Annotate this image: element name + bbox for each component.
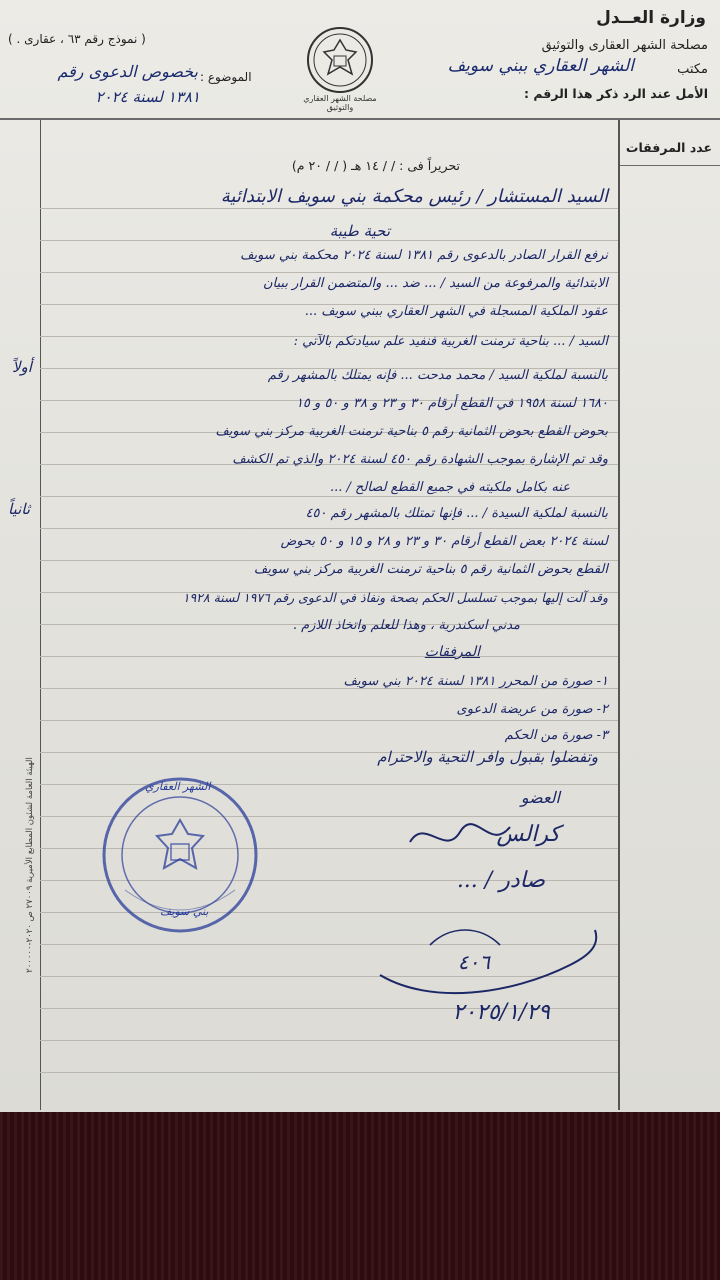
section1-line: بالنسبة لملكية السيد / محمد مدحت ... فإنه يمتلك بالمشهر رقم [267, 368, 608, 383]
section2-line: لسنة ٢٠٢٤ بعض القطع أرقام ٣٠ و ٢٣ و ٢٨ و ١٥ و ٥٠ بحوض [280, 534, 608, 549]
section1-line: ١٦٨٠ لسنة ١٩٥٨ في القطع أرقام ٣٠ و ٢٣ و ٣٨ و ٥٠ و ١٥ [295, 396, 608, 411]
section2-line: القطع بحوض الثمانية رقم ٥ بناحية ترمنت الغربية مركز بني سويف [253, 562, 608, 577]
left-margin-line [40, 120, 41, 1110]
stamp-text-top: الشهر العقاري [145, 780, 211, 793]
subject-value-line2: ١٣٨١ لسنة ٢٠٢٤ [95, 88, 200, 106]
emblem-caption: مصلحة الشهر العقاري والتوثيق [303, 94, 377, 112]
approval-note: صادر / ... [456, 868, 545, 893]
attachment-item: ١- صورة من المحرر ١٣٨١ لسنة ٢٠٢٤ بني سويف [343, 674, 608, 689]
table-background [0, 1112, 720, 1280]
reply-note: الأمل عند الرد ذكر هذا الرقم : [523, 86, 708, 101]
attachment-item: ٢- صورة من عريضة الدعوى [456, 702, 608, 717]
body-line: السيد / ... بناحية ترمنت الغربية فنفيد علم سيادتكم بالآتي : [293, 334, 608, 349]
signer-title: العضو [520, 788, 560, 807]
stamp-text-bottom: بني سويف [160, 905, 209, 918]
section1-line: عنه بكامل ملكيته في جميع القطع لصالح / ... [329, 480, 570, 495]
ministry-title: وزارة العــدل [596, 8, 706, 28]
section1-line: بحوض القطع بحوض الثمانية رقم ٥ بناحية ترمنت الغربية مركز بني سويف [215, 424, 608, 439]
section-first-label: أولاً [12, 358, 32, 376]
printer-imprint: الهيئة العامة لشئون المطابع الأميرية ٢٧٠٠٩ ص ٢٠٢٠-٢٠٠٠٠٠ [25, 757, 35, 973]
number-note: ٤٠٦ [457, 950, 490, 974]
authority-name: مصلحة الشهر العقارى والتوثيق [541, 38, 708, 53]
date-line: تحريراً فى : / / ١٤ هـ ( / / ٢٠ م) [291, 158, 460, 173]
attachments-count-label: عدد المرفقات [625, 140, 712, 155]
section2-line: بالنسبة لملكية السيدة / ... فإنها تمتلك بالمشهر رقم ٤٥٠ [305, 506, 608, 521]
signer-name: كرالس [496, 822, 560, 847]
attachments-column-divider [620, 165, 720, 166]
ministry-emblem-icon [300, 22, 380, 102]
closing-line: وتفضلوا بقبول وافر التحية والاحترام [377, 748, 598, 766]
attachments-heading: المرفقات [424, 644, 480, 660]
body-line: الابتدائية والمرفوعة من السيد / ... ضد ... والمتضمن القرار ببيان [262, 276, 608, 291]
form-number: ( نموذج رقم ٦٣ ، عقارى . ) [8, 32, 146, 46]
section1-line: وقد تم الإشارة بموجب الشهادة رقم ٤٥٠ لسنة ٢٠٢٤ والذي تم الكشف [232, 452, 608, 467]
section2-line: مدني اسكندرية ، وهذا للعلم واتخاذ اللازم . [292, 618, 520, 633]
addressee: السيد المستشار / رئيس محكمة بني سويف الابتدائية [220, 186, 608, 207]
approval-scribble-icon [370, 915, 610, 1009]
attachments-column-line [618, 120, 620, 1110]
greeting: تحية طيبة [329, 222, 390, 240]
attachment-item: ٣- صورة من الحكم [504, 728, 608, 743]
body-line: نرفع القرار الصادر بالدعوى رقم ١٣٨١ لسنة ٢٠٢٤ محكمة بني سويف [240, 248, 608, 263]
body-line: عقود الملكية المسجلة في الشهر العقاري ببني سويف ... [304, 304, 608, 319]
office-value: الشهر العقاري ببني سويف [447, 56, 634, 76]
section2-line: وقد آلت إليها بموجب تسلسل الحكم بصحة ونفاذ في الدعوى رقم ١٩٧٦ لسنة ١٩٢٨ [182, 590, 608, 605]
subject-label: الموضوع : [200, 70, 252, 84]
header-divider [0, 118, 720, 120]
date-note: ٢٠٢٥/١/٢٩ [452, 1000, 550, 1025]
subject-value: بخصوص الدعوى رقم [57, 62, 198, 81]
section-second-label: ثانياً [8, 500, 31, 518]
signature-scribble-icon [405, 812, 515, 866]
office-label: مكتب [677, 62, 708, 77]
